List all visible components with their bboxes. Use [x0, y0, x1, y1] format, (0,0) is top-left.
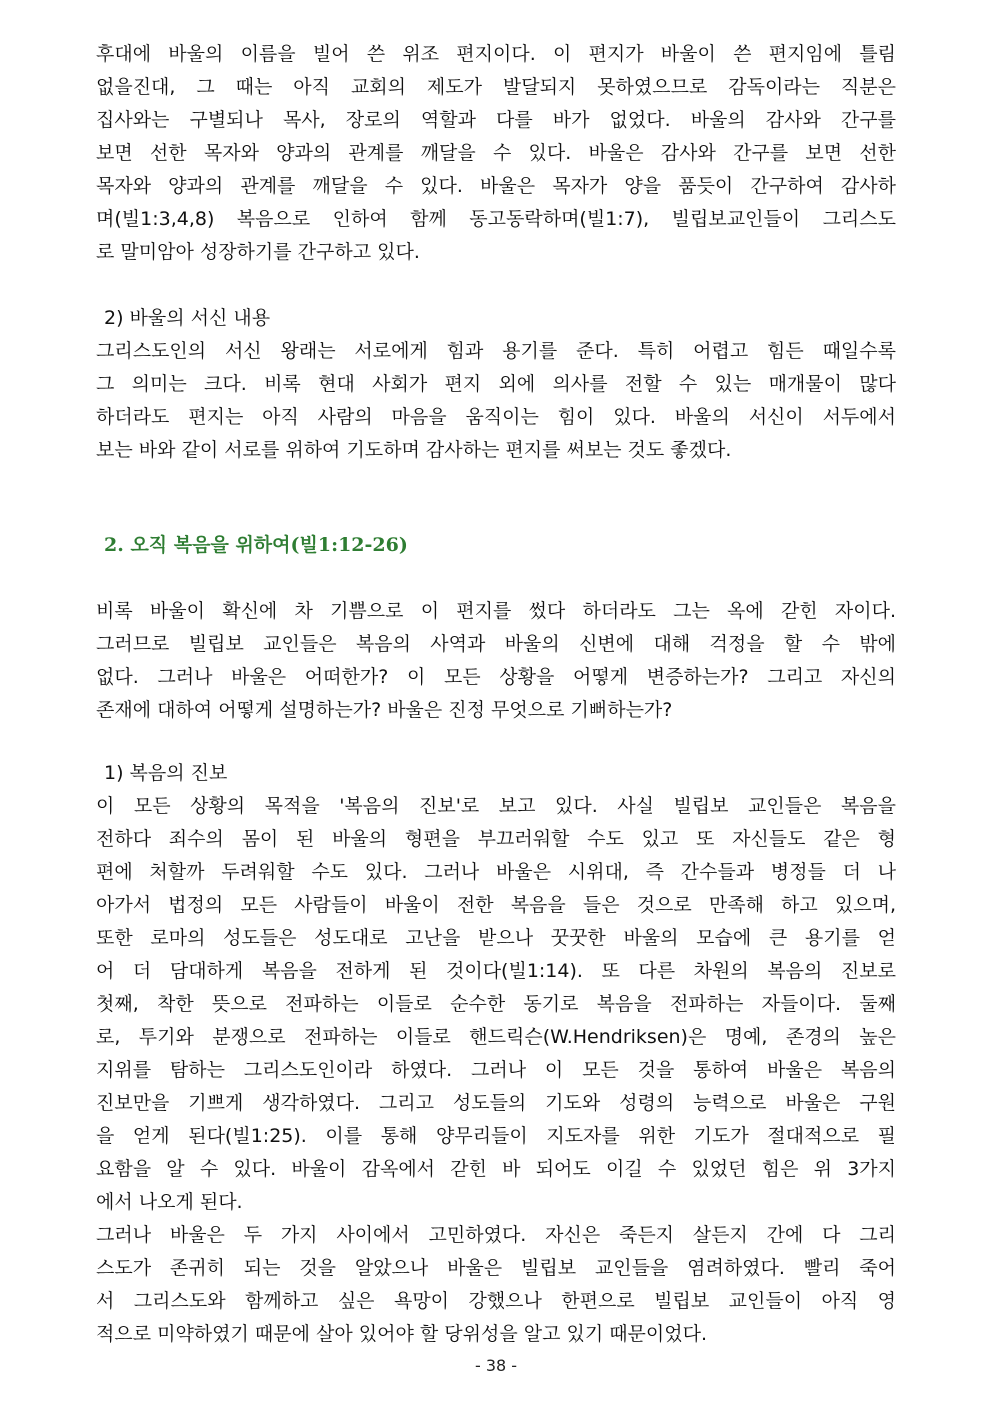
- paragraph-4-line-8: 로, 투기와 분쟁으로 전파하는 이들로 핸드릭슨(W.Hendriksen)은 명예, 존경의 높은: [96, 1026, 896, 1048]
- paragraph-1-line-1: 후대에 바울의 이름을 빌어 쓴 위조 편지이다. 이 편지가 바울이 쓴 편지임에 틀림: [96, 43, 896, 65]
- paragraph-2-line-4: 보는 바와 같이 서로를 위하여 기도하며 감사하는 편지를 써보는 것도 좋겠다.: [96, 439, 732, 461]
- subheading-gospel-progress: 1) 복음의 진보: [104, 762, 228, 784]
- paragraph-1-line-7: 로 말미암아 성장하기를 간구하고 있다.: [96, 241, 420, 263]
- paragraph-2-line-3: 하더라도 편지는 아직 사람의 마음을 움직이는 힘이 있다. 바울의 서신이 서두에서: [96, 406, 896, 428]
- paragraph-5-line-3: 서 그리스도와 함께하고 싶은 욕망이 강했으나 한편으로 빌립보 교인들이 아직 영: [96, 1290, 896, 1312]
- paragraph-4-line-9: 지위를 탐하는 그리스도인이라 하였다. 그러나 이 모든 것을 통하여 바울은 복음의: [96, 1059, 896, 1081]
- paragraph-5-line-1: 그러나 바울은 두 가지 사이에서 고민하였다. 자신은 죽든지 살든지 간에 다 그리: [96, 1224, 896, 1246]
- section-title: 2. 오직 복음을 위하여(빌1:12-26): [104, 534, 408, 556]
- paragraph-1-line-5: 목자와 양과의 관계를 깨달을 수 있다. 바울은 목자가 양을 품듯이 간구하여 감사하: [96, 175, 896, 197]
- paragraph-4-line-1: 이 모든 상황의 목적을 '복음의 진보'로 보고 있다. 사실 빌립보 교인들은 복음을: [96, 795, 896, 817]
- paragraph-4-line-6: 어 더 담대하게 복음을 전하게 된 것이다(빌1:14). 또 다른 차원의 복음의 진보로: [96, 960, 896, 982]
- paragraph-5-line-2: 스도가 존귀히 되는 것을 알았으나 바울은 빌립보 교인들을 염려하였다. 빨리 죽어: [96, 1257, 896, 1279]
- paragraph-4-line-2: 전하다 죄수의 몸이 된 바울의 형편을 부끄러워할 수도 있고 또 자신들도 같은 형: [96, 828, 896, 850]
- paragraph-4-line-13: 에서 나오게 된다.: [96, 1191, 243, 1213]
- paragraph-2-line-1: 그리스도인의 서신 왕래는 서로에게 힘과 용기를 준다. 특히 어렵고 힘든 때일수록: [96, 340, 896, 362]
- paragraph-4-line-12: 요함을 알 수 있다. 바울이 감옥에서 갇힌 바 되어도 이길 수 있었던 힘은 위 3가지: [96, 1158, 896, 1180]
- paragraph-4-line-7: 첫째, 착한 뜻으로 전파하는 이들로 순수한 동기로 복음을 전파하는 자들이다. 둘째: [96, 993, 896, 1015]
- paragraph-1-line-4: 보면 선한 목자와 양과의 관계를 깨달을 수 있다. 바울은 감사와 간구를 보면 선한: [96, 142, 896, 164]
- paragraph-4-line-5: 또한 로마의 성도들은 성도대로 고난을 받으나 꿋꿋한 바울의 모습에 큰 용기를 얻: [96, 927, 896, 949]
- paragraph-1-line-6: 며(빌1:3,4,8) 복음으로 인하여 함께 동고동락하며(빌1:7), 빌립보교인들이 그리스도: [96, 208, 896, 230]
- paragraph-4-line-11: 을 얻게 된다(빌1:25). 이를 통해 양무리들이 지도자를 위한 기도가 절대적으로 필: [96, 1125, 896, 1147]
- paragraph-3-line-3: 없다. 그러나 바울은 어떠한가? 이 모든 상황을 어떻게 변증하는가? 그리고 자신의: [96, 666, 896, 688]
- paragraph-1-line-2: 없을진대, 그 때는 아직 교회의 제도가 발달되지 못하였으므로 감독이라는 직분은: [96, 76, 896, 98]
- paragraph-3-line-2: 그러므로 빌립보 교인들은 복음의 사역과 바울의 신변에 대해 걱정을 할 수 밖에: [96, 633, 896, 655]
- paragraph-1-line-3: 집사와는 구별되나 목사, 장로의 역할과 다를 바가 없었다. 바울의 감사와 간구를: [96, 109, 896, 131]
- paragraph-2-line-2: 그 의미는 크다. 비록 현대 사회가 편지 외에 의사를 전할 수 있는 매개물이 많다: [96, 373, 896, 395]
- page-number: - 38 -: [474, 1356, 518, 1375]
- subheading-letter-content: 2) 바울의 서신 내용: [104, 307, 271, 329]
- paragraph-3-line-1: 비록 바울이 확신에 차 기쁨으로 이 편지를 썼다 하더라도 그는 옥에 갇힌 자이다.: [96, 600, 897, 622]
- paragraph-4-line-4: 아가서 법정의 모든 사람들이 바울이 전한 복음을 들은 것으로 만족해 하고 있으며,: [96, 894, 896, 916]
- paragraph-5-line-4: 적으로 미약하였기 때문에 살아 있어야 할 당위성을 알고 있기 때문이었다.: [96, 1323, 708, 1345]
- paragraph-4-line-3: 편에 처할까 두려워할 수도 있다. 그러나 바울은 시위대, 즉 간수들과 병정들 더 나: [96, 861, 896, 883]
- paragraph-3-line-4: 존재에 대하여 어떻게 설명하는가? 바울은 진정 무엇으로 기뻐하는가?: [96, 699, 673, 721]
- paragraph-4-line-10: 진보만을 기쁘게 생각하였다. 그리고 성도들의 기도와 성령의 능력으로 바울은 구원: [96, 1092, 896, 1114]
